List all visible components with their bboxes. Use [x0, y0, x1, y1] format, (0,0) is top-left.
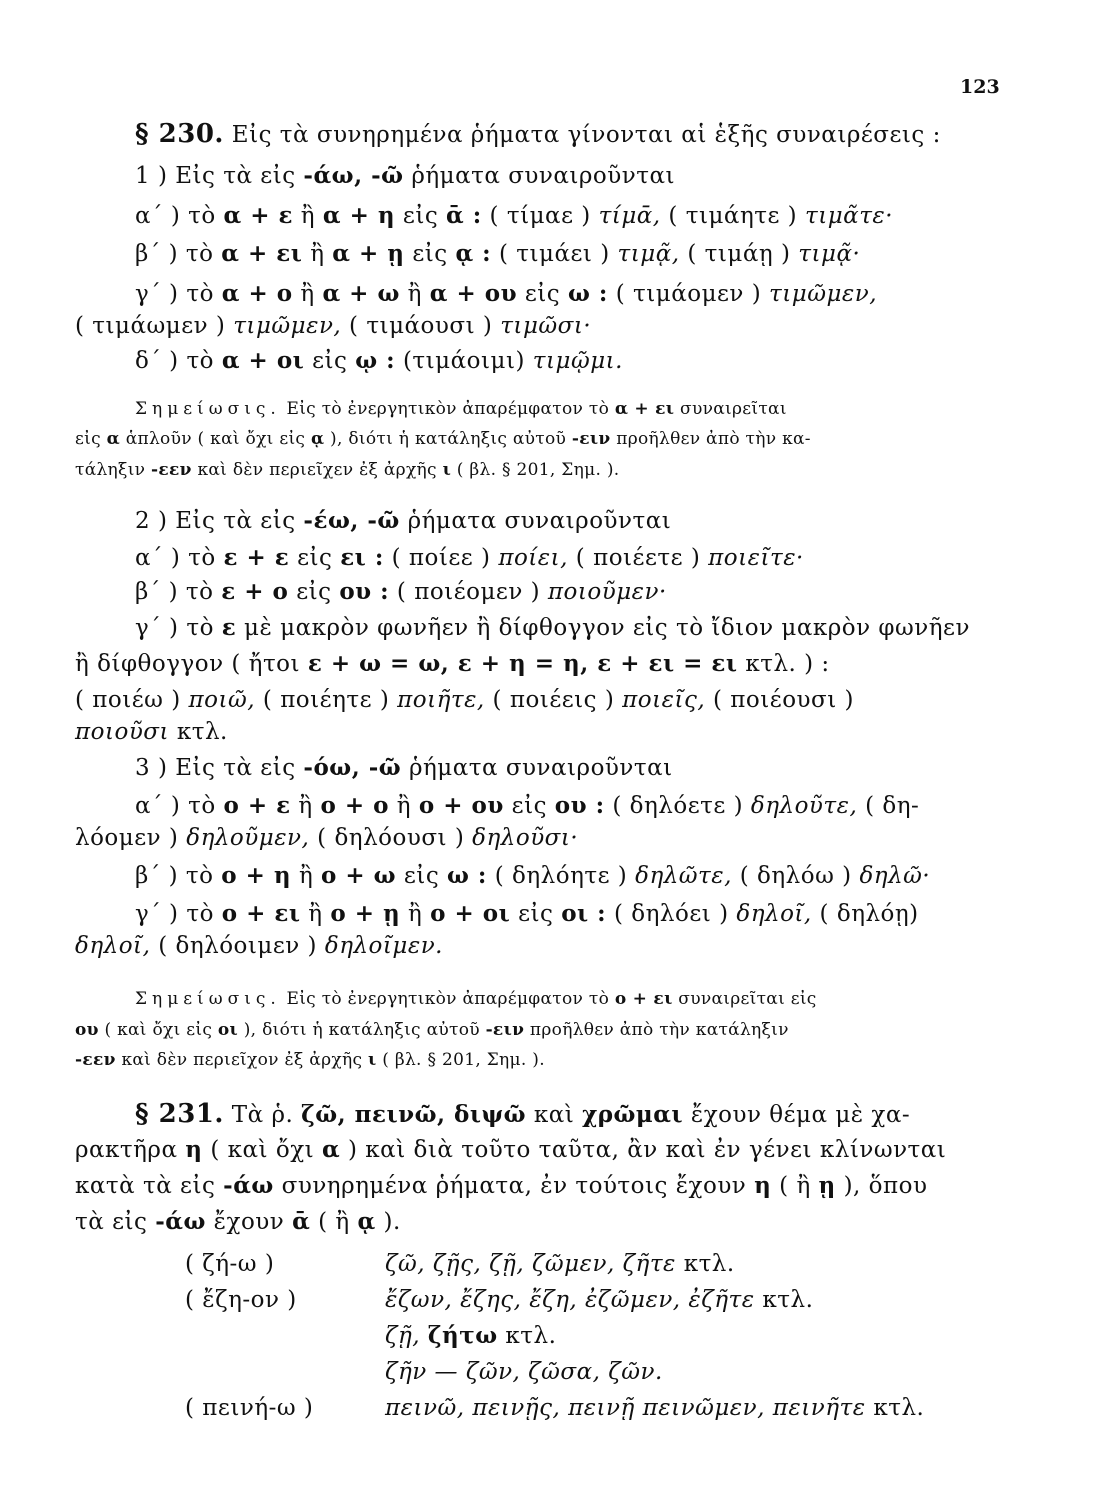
- rule-3c: γ΄ ) τὸ ο + ει ἢ ο + ῃ ἢ ο + οι εἰς οι : ( δηλόει ) δηλοῖ, ( δηλόῃ): [135, 900, 919, 927]
- rule-2c-cont-1: ἢ δίφθογγον ( ἤτοι ε + ω = ω, ε + η = η, ε + ει = ει κτλ. ) :: [75, 650, 830, 677]
- paradigm-label-3: ( πεινή-ω ): [185, 1395, 314, 1421]
- paradigm-forms-3: ζῇ, ζήτω κτλ.: [385, 1322, 557, 1349]
- note-1-line-1: Σημείωσις. Εἰς τὸ ἐνεργητικὸν ἀπαρέμφατον τὸ α + ει συναιρεῖται: [135, 399, 787, 419]
- rule-1-intro: 1 ) Εἰς τὰ εἰς -άω, -ῶ ῥήματα συναιροῦνται: [135, 162, 676, 189]
- rule-3c-cont: δηλοῖ, ( δηλόοιμεν ) δηλοῖμεν.: [75, 933, 443, 959]
- rule-1d: δ΄ ) τὸ α + οι εἰς ῳ : (τιμάοιμι) τιμῷμι.: [135, 347, 623, 374]
- note-1-line-2: εἰς α ἁπλοῦν ( καὶ ὄχι εἰς ᾳ ), διότι ἡ κατάληξις αὐτοῦ -ειν προῆλθεν ἀπὸ τὴν κα-: [75, 429, 811, 449]
- page-number: 123: [960, 76, 1000, 98]
- paradigm-forms-1: ζῶ, ζῇς, ζῇ, ζῶμεν, ζῆτε κτλ.: [385, 1251, 735, 1277]
- rule-3a: α΄ ) τὸ ο + ε ἢ ο + ο ἢ ο + ου εἰς ου : ( δηλόετε ) δηλοῦτε, ( δη-: [135, 792, 920, 819]
- note-2-line-1: Σημείωσις. Εἰς τὸ ἐνεργητικὸν ἀπαρέμφατον τὸ ο + ει συναιρεῖται εἰς: [135, 989, 817, 1009]
- section-230-heading: § 230. Εἰς τὰ συνηρημένα ῥήματα γίνονται αἱ ἑξῆς συναιρέσεις :: [135, 119, 941, 149]
- paradigm-label-1: ( ζή-ω ): [185, 1251, 275, 1277]
- paradigm-forms-2: ἔζων, ἔζης, ἔζη, ἐζῶμεν, ἐζῆτε κτλ.: [385, 1287, 814, 1313]
- note-2-line-2: ου ( καὶ ὄχι εἰς οι ), διότι ἡ κατάληξις αὐτοῦ -ειν προῆλθεν ἀπὸ τὴν κατάληξιν: [75, 1020, 789, 1040]
- rule-2c: γ΄ ) τὸ ε μὲ μακρὸν φωνῆεν ἢ δίφθογγον εἰς τὸ ἴδιον μακρὸν φωνῆεν: [135, 614, 970, 641]
- paradigm-label-2: ( ἔζη-ον ): [185, 1287, 297, 1313]
- rule-2b: β΄ ) τὸ ε + ο εἰς ου : ( ποιέομεν ) ποιοῦμεν·: [135, 578, 667, 605]
- rule-2c-cont-2: ( ποιέω ) ποιῶ, ( ποιέητε ) ποιῆτε, ( ποιέεις ) ποιεῖς, ( ποιέουσι ): [75, 687, 855, 713]
- rule-1c: γ΄ ) τὸ α + ο ἢ α + ω ἢ α + ου εἰς ω : ( τιμάομεν ) τιμῶμεν,: [135, 280, 878, 307]
- section-231-text-3: κατὰ τὰ εἰς -άω συνηρημένα ῥήματα, ἐν τούτοις ἔχουν η ( ἢ ῃ ), ὅπου: [75, 1172, 928, 1199]
- section-231-text-4: τὰ εἰς -άω ἔχουν ᾱ ( ἢ ᾳ ).: [75, 1208, 401, 1235]
- rule-2c-cont-3: ποιοῦσι κτλ.: [75, 719, 228, 745]
- note-2-line-3: -εεν καὶ δὲν περιεῖχον ἐξ ἀρχῆς ι ( βλ. § 201, Σημ. ).: [75, 1050, 545, 1070]
- rule-1a: α΄ ) τὸ α + ε ἢ α + η εἰς ᾱ : ( τίμαε ) τίμᾱ, ( τιμάητε ) τιμᾶτε·: [135, 202, 894, 229]
- rule-1c-cont: ( τιμάωμεν ) τιμῶμεν, ( τιμάουσι ) τιμῶσι·: [75, 313, 592, 339]
- note-1-line-3: τάληξιν -εεν καὶ δὲν περιεῖχεν ἐξ ἀρχῆς ι ( βλ. § 201, Σημ. ).: [75, 460, 620, 480]
- section-231-text-2: ρακτῆρα η ( καὶ ὄχι α ) καὶ διὰ τοῦτο ταῦτα, ἂν καὶ ἐν γένει κλίνωνται: [75, 1136, 947, 1163]
- rule-2a: α΄ ) τὸ ε + ε εἰς ει : ( ποίεε ) ποίει, ( ποιέετε ) ποιεῖτε·: [135, 544, 804, 571]
- rule-1b: β΄ ) τὸ α + ει ἢ α + ῃ εἰς ᾳ : ( τιμάει ) τιμᾷ, ( τιμάῃ ) τιμᾷ·: [135, 240, 861, 267]
- rule-2-intro: 2 ) Εἰς τὰ εἰς -έω, -ῶ ῥήματα συναιροῦνται: [135, 507, 672, 534]
- rule-3a-cont: λόομεν ) δηλοῦμεν, ( δηλόουσι ) δηλοῦσι·: [75, 825, 579, 851]
- rule-3b: β΄ ) τὸ ο + η ἢ ο + ω εἰς ω : ( δηλόητε ) δηλῶτε, ( δηλόω ) δηλῶ·: [135, 862, 931, 889]
- section-231-heading: § 231. Τὰ ῥ. ζῶ, πεινῶ, διψῶ καὶ χρῶμαι ἔχουν θέμα μὲ χα-: [135, 1099, 911, 1129]
- rule-3-intro: 3 ) Εἰς τὰ εἰς -όω, -ῶ ῥήματα συναιροῦνται: [135, 754, 673, 781]
- paradigm-forms-5: πεινῶ, πεινῇς, πεινῇ πεινῶμεν, πεινῆτε κτλ.: [385, 1395, 925, 1421]
- paradigm-forms-4: ζῆν — ζῶν, ζῶσα, ζῶν.: [385, 1359, 663, 1385]
